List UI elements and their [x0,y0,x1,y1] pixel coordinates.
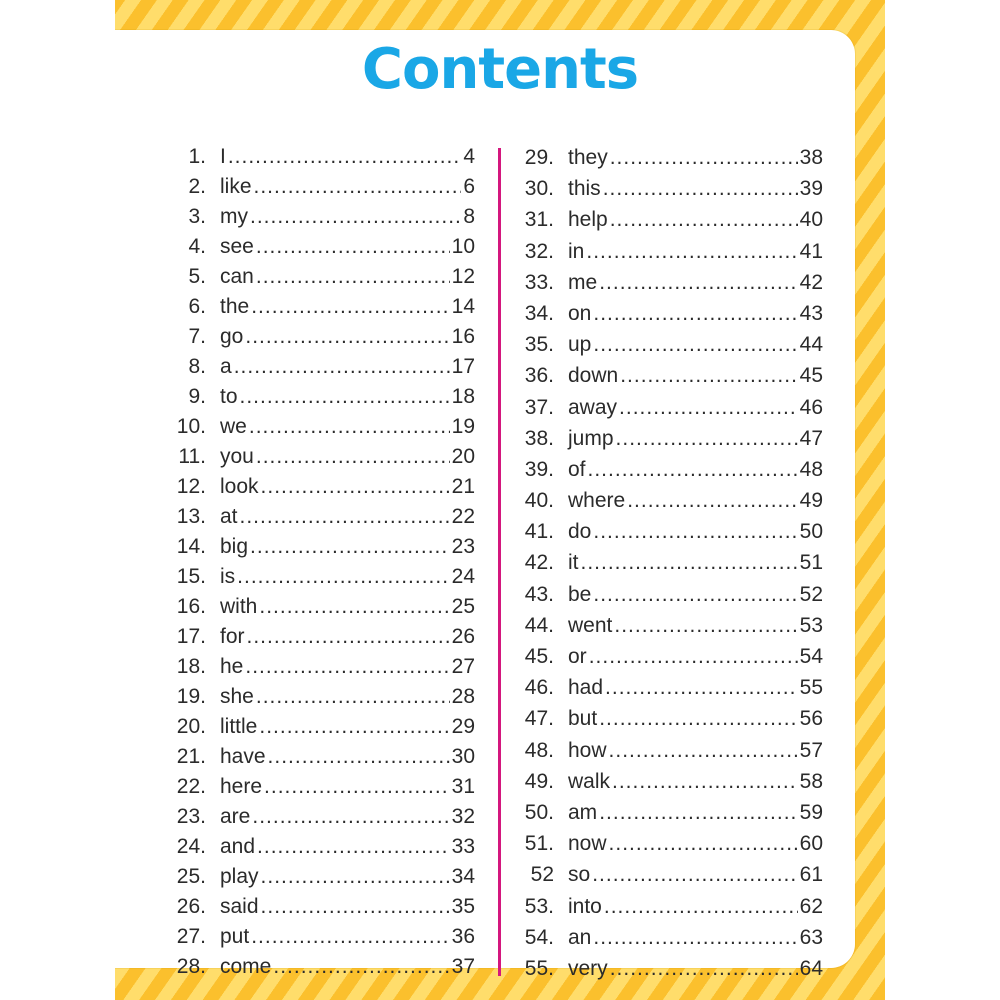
dot-leader [254,172,462,202]
entry-word: have [220,745,266,768]
contents-entry [518,641,823,672]
entry-page-number: 58 [799,769,823,793]
dot-leader [605,672,798,703]
contents-entry [518,672,823,703]
contents-entry [170,652,475,682]
entry-word: in [568,239,585,263]
contents-entry [170,712,475,742]
entry-page-number: 54 [799,645,823,668]
entry-number: 33. [524,270,554,294]
entry-page-number: 8 [463,205,475,228]
entry-page-number: 56 [799,707,823,731]
contents-entry [518,922,823,953]
contents-entry [518,298,823,329]
entry-word: here [220,775,263,798]
entry-word: now [568,832,607,856]
entry-page-number: 34 [451,865,475,888]
entry-page-number: 35 [451,895,475,918]
dot-leader [614,610,797,641]
page-title: Contents [361,37,639,102]
dot-leader [256,232,450,262]
dot-leader [228,142,461,172]
entry-word: up [568,333,592,357]
dot-leader [593,329,797,360]
contents-entry [170,622,475,652]
contents-entry [170,502,475,532]
dot-leader [256,682,450,712]
entry-word: do [568,520,592,544]
dot-leader [234,352,450,382]
entry-page-number: 28 [451,685,475,708]
entry-number: 26. [176,895,206,918]
entry-number: 43. [524,582,554,606]
entry-page-number: 30 [451,745,475,768]
entry-number: 39. [524,457,554,481]
entry-page-number: 63 [799,925,823,949]
dot-leader [588,454,798,485]
dot-leader [240,382,450,412]
entry-word: very [568,956,608,980]
dot-leader [259,592,449,622]
entry-number: 42. [524,551,554,575]
entry-number: 38. [524,426,554,450]
dot-leader [268,742,450,772]
entry-page-number: 48 [799,457,823,481]
entry-number: 21. [176,745,206,768]
dot-leader [252,802,449,832]
contents-column-left [170,142,475,982]
entry-page-number: 19 [451,415,475,438]
entry-page-number: 6 [463,175,475,198]
contents-entry [170,322,475,352]
entry-word: and [220,835,256,858]
entry-number: 12. [176,475,206,498]
dot-leader [261,892,450,922]
contents-entry [170,952,475,982]
dot-leader [604,891,798,922]
entry-word: but [568,707,598,731]
entry-page-number: 61 [799,863,823,887]
entry-page-number: 45 [799,364,823,388]
dot-leader [581,547,798,578]
entry-number: 31. [524,208,554,232]
entry-word: am [568,800,598,824]
entry-page-number: 38 [799,146,823,169]
dot-leader [599,797,797,828]
entry-page-number: 62 [799,894,823,918]
dot-leader [250,202,461,232]
entry-number: 34. [524,301,554,325]
dot-leader [237,562,449,592]
entry-page-number: 18 [451,385,475,408]
dot-leader [593,922,797,953]
contents-entry [170,172,475,202]
entry-page-number: 51 [799,551,823,575]
entry-word: play [220,865,259,888]
contents-entry [518,173,823,204]
contents-entry [170,892,475,922]
dot-leader [610,142,798,173]
contents-entry [518,891,823,922]
entry-number: 15. [176,565,206,588]
dot-leader [593,579,797,610]
entry-page-number: 17 [451,355,475,378]
entry-word: help [568,208,608,232]
entry-number: 50. [524,800,554,824]
entry-page-number: 44 [799,333,823,357]
entry-word: come [220,955,272,978]
dot-leader [620,360,797,391]
dot-leader [256,442,450,472]
entry-word: away [568,395,618,419]
entry-page-number: 26 [451,625,475,648]
entry-number: 8. [188,355,206,378]
entry-number: 17. [176,625,206,648]
contents-entry [518,392,823,423]
dot-leader [249,412,450,442]
entry-word: like [220,175,252,198]
entry-word: where [568,489,626,513]
contents-entry [518,953,823,984]
contents-entry [518,766,823,797]
entry-number: 36. [524,364,554,388]
entry-number: 53. [524,894,554,918]
contents-entry [170,232,475,262]
entry-word: of [568,457,586,481]
entry-page-number: 52 [799,582,823,606]
entry-word: or [568,645,587,668]
contents-entry [518,579,823,610]
dot-leader [240,502,450,532]
contents-entry [170,142,475,172]
contents-entry [170,802,475,832]
entry-number: 27. [176,925,206,948]
entry-page-number: 24 [451,565,475,588]
entry-page-number: 12 [451,265,475,288]
dot-leader [257,832,450,862]
contents-entry [170,532,475,562]
entry-number: 49. [524,769,554,793]
entry-page-number: 10 [451,235,475,258]
entry-page-number: 14 [451,295,475,318]
contents-panel [115,30,855,980]
entry-page-number: 36 [451,925,475,948]
entry-word: so [568,863,591,887]
entry-word: walk [568,769,611,793]
dot-leader [251,922,449,952]
entry-page-number: 60 [799,832,823,856]
entry-page-number: 25 [451,595,475,618]
entry-number: 25. [176,865,206,888]
contents-entry [170,382,475,412]
contents-entry [518,236,823,267]
contents-entry [518,423,823,454]
entry-word: went [568,613,613,637]
contents-entry [170,262,475,292]
entry-word: my [220,205,248,228]
entry-number: 3. [188,205,206,228]
entry-page-number: 64 [799,956,823,980]
dot-leader [593,516,797,547]
entry-word: go [220,325,244,348]
contents-entry [518,360,823,391]
entry-word: she [220,685,254,708]
contents-entry [170,682,475,712]
dot-leader [627,485,797,516]
dot-leader [256,262,450,292]
dot-leader [610,953,798,984]
entry-page-number: 53 [799,613,823,637]
entry-number: 16. [176,595,206,618]
entry-word: big [220,535,249,558]
entry-number: 7. [188,325,206,348]
entry-page-number: 27 [451,655,475,678]
dot-leader [273,952,449,982]
entry-word: an [568,925,592,949]
entry-page-number: 22 [451,505,475,528]
entry-word: this [568,177,601,201]
entry-word: see [220,235,254,258]
dot-leader [264,772,450,802]
contents-entry [518,267,823,298]
entry-page-number: 59 [799,800,823,824]
entry-page-number: 33 [451,835,475,858]
entry-number: 2. [188,175,206,198]
entry-page-number: 41 [799,239,823,263]
dot-leader [245,652,449,682]
entry-number: 20. [176,715,206,738]
entry-word: be [568,582,592,606]
dot-leader [603,173,798,204]
entry-number: 13. [176,505,206,528]
dot-leader [261,862,450,892]
entry-number: 47. [524,707,554,731]
entry-number: 29. [524,146,554,169]
entry-page-number: 57 [799,738,823,762]
entry-word: a [220,355,232,378]
contents-entry [170,292,475,322]
entry-number: 19. [176,685,206,708]
entry-page-number: 40 [799,208,823,232]
entry-word: I [220,145,226,168]
entry-word: how [568,738,607,762]
dot-leader [259,712,449,742]
contents-entry [170,442,475,472]
entry-number: 40. [524,489,554,513]
entry-number: 10. [176,415,206,438]
entry-word: we [220,415,247,438]
entry-word: look [220,475,259,498]
entry-number: 37. [524,395,554,419]
entry-number: 23. [176,805,206,828]
contents-entry [518,610,823,641]
entry-page-number: 39 [799,177,823,201]
entry-word: on [568,301,592,325]
dot-leader [610,204,798,235]
contents-entry [170,772,475,802]
contents-entry [518,828,823,859]
entry-number: 35. [524,333,554,357]
contents-column-right [518,142,823,984]
entry-number: 30. [524,177,554,201]
dot-leader [609,828,798,859]
entry-page-number: 43 [799,301,823,325]
entry-number: 52 [530,863,554,887]
entry-word: is [220,565,236,588]
contents-page [115,0,885,1000]
entry-page-number: 29 [451,715,475,738]
dot-leader [619,392,798,423]
contents-entry [170,562,475,592]
entry-page-number: 55 [799,676,823,700]
entry-word: at [220,505,238,528]
contents-entry [170,922,475,952]
entry-page-number: 46 [799,395,823,419]
entry-word: for [220,625,245,648]
dot-leader [616,423,798,454]
entry-number: 48. [524,738,554,762]
entry-page-number: 16 [451,325,475,348]
entry-number: 4. [188,235,206,258]
entry-word: they [568,146,608,169]
entry-page-number: 37 [451,955,475,978]
contents-entry [518,703,823,734]
entry-number: 22. [176,775,206,798]
contents-entry [170,472,475,502]
dot-leader [609,735,798,766]
entry-number: 46. [524,676,554,700]
entry-page-number: 23 [451,535,475,558]
entry-number: 5. [188,265,206,288]
entry-number: 11. [178,445,206,468]
entry-number: 45. [524,645,554,668]
dot-leader [592,859,797,890]
entry-number: 51. [524,832,554,856]
contents-entry [170,832,475,862]
entry-page-number: 31 [451,775,475,798]
contents-entry [170,202,475,232]
entry-word: can [220,265,254,288]
contents-entry [518,735,823,766]
entry-word: with [220,595,258,618]
contents-entry [170,862,475,892]
contents-entry [518,454,823,485]
entry-word: it [568,551,579,575]
contents-entry [170,352,475,382]
entry-page-number: 32 [451,805,475,828]
dot-leader [586,236,797,267]
contents-entry [518,485,823,516]
dot-leader [251,292,449,322]
entry-page-number: 42 [799,270,823,294]
dot-leader [612,766,798,797]
dot-leader [247,622,450,652]
entry-page-number: 4 [463,145,475,168]
entry-number: 24. [176,835,206,858]
entry-word: put [220,925,250,948]
contents-entry [518,329,823,360]
entry-number: 32. [524,239,554,263]
dot-leader [250,532,450,562]
contents-entry [518,859,823,890]
entry-word: jump [568,426,614,450]
dot-leader [599,703,797,734]
dot-leader [599,267,797,298]
contents-entry [518,547,823,578]
column-divider [498,148,501,976]
contents-entry [170,412,475,442]
entry-word: are [220,805,251,828]
entry-page-number: 47 [799,426,823,450]
entry-word: had [568,676,604,700]
entry-word: to [220,385,238,408]
entry-number: 18. [176,655,206,678]
entry-page-number: 20 [451,445,475,468]
entry-word: said [220,895,259,918]
entry-word: he [220,655,244,678]
entry-word: down [568,364,619,388]
dot-leader [245,322,449,352]
entry-number: 55. [524,956,554,980]
entry-word: me [568,270,598,294]
entry-number: 28. [176,955,206,978]
entry-number: 14. [176,535,206,558]
entry-number: 9. [188,385,206,408]
contents-entry [170,592,475,622]
entry-number: 1. [188,145,206,168]
entry-number: 54. [524,925,554,949]
entry-page-number: 21 [451,475,475,498]
contents-entry [518,797,823,828]
entry-page-number: 50 [799,520,823,544]
entry-number: 41. [524,520,554,544]
dot-leader [593,298,797,329]
entry-number: 6. [188,295,206,318]
entry-word: you [220,445,254,468]
dot-leader [261,472,450,502]
entry-word: the [220,295,250,318]
entry-word: into [568,894,602,918]
contents-entry [518,142,823,173]
dot-leader [589,641,798,672]
contents-entry [170,742,475,772]
entry-word: little [220,715,258,738]
entry-number: 44. [524,613,554,637]
contents-entry [518,516,823,547]
entry-page-number: 49 [799,489,823,513]
contents-entry [518,204,823,235]
